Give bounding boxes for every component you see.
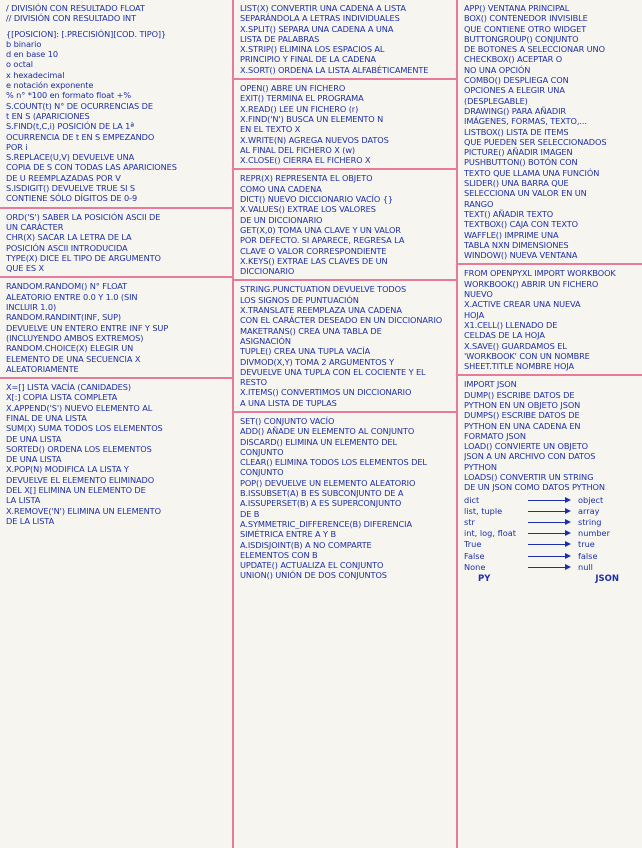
note-line: A.ISSUPERSET(B) A ES SUPERCONJUNTO — [240, 498, 402, 509]
note-line: LOADS() CONVERTIR UN STRING — [464, 472, 594, 483]
footer-json: JSON — [595, 574, 619, 585]
note-line: CLEAR() ELIMINA TODOS LOS ELEMENTOS DEL — [240, 457, 427, 468]
note-line: UNION() UNIÓN DE DOS CONJUNTOS — [240, 570, 387, 581]
note-line: EN EL TEXTO X — [240, 124, 301, 135]
note-line: CON EL CARÁCTER DESEADO EN UN DICCIONARIO — [240, 315, 443, 326]
note-line: HOJA — [464, 309, 485, 320]
note-line: X.ITEMS() CONVERTIMOS UN DICCIONARIO — [240, 387, 412, 398]
note-line: OPCIONES A ELEGIR UNA — [464, 85, 565, 96]
note-line: ELEMENTOS CON B — [240, 549, 318, 560]
note-line: B.ISSUBSET(A) B ES SUBCONJUNTO DE A — [240, 488, 404, 499]
note-line: SIMÉTRICA ENTRE A Y B — [240, 529, 336, 540]
note-line: POR DEFECTO. SI APARECE, REGRESA LA — [240, 235, 405, 246]
python-type: dict — [464, 494, 480, 505]
json-type-table — [464, 495, 637, 572]
note-line: b binario — [6, 38, 42, 49]
note-line: ALEATORIO ENTRE 0.0 Y 1.0 (SIN — [6, 291, 138, 302]
note-line: PYTHON EN UNA CADENA EN — [464, 420, 581, 431]
note-line: X.ACTIVE CREAR UNA NUEVA — [464, 299, 581, 310]
note-line: X.KEYS() EXTRAE LAS CLAVES DE UN — [240, 255, 388, 266]
note-line: LOAD() CONVIERTE UN OBJETO — [464, 441, 589, 452]
note-line: X.SORT() ORDENA LA LISTA ALFABÉTICAMENTE — [240, 64, 429, 75]
json-type: true — [578, 539, 595, 550]
note-line: NO UNA OPCIÓN — [464, 64, 531, 75]
note-line: A.ISDISJOINT(B) A NO COMPARTE — [240, 539, 372, 550]
note-line: GET(X,0) TOMA UNA CLAVE Y UN VALOR — [240, 224, 401, 235]
note-line: DEL X[] ELIMINA UN ELEMENTO DE — [6, 485, 146, 496]
arrow-right-icon — [526, 562, 574, 572]
note-line: o octal — [6, 59, 33, 70]
arrow-right-icon — [526, 539, 574, 549]
tuples-block — [234, 281, 456, 413]
json-type: array — [578, 505, 600, 516]
arrow-right-icon — [526, 506, 574, 516]
python-type: str — [464, 517, 475, 528]
note-line: (DESPLEGABLE) — [464, 95, 528, 106]
note-line: CHECKBOX() ACEPTAR O — [464, 54, 563, 65]
note-line: ELEMENTO DE UNA SECUENCIA X — [6, 353, 141, 364]
note-line: RANDOM.CHOICE(X) ELEGIR UN — [6, 343, 134, 354]
note-line: QUE ES X — [6, 263, 44, 274]
note-line: DICCIONARIO — [240, 266, 295, 277]
note-line: d en base 10 — [6, 49, 58, 60]
note-line: e notación exponente — [6, 80, 94, 91]
note-line: S.FIND(t,C,i) POSICIÓN DE LA 1ª — [6, 121, 135, 132]
note-line: DEVUELVE UNA TUPLA CON EL COCIENTE Y EL — [240, 366, 426, 377]
note-line: / DIVISIÓN CON RESULTADO FLOAT — [6, 3, 145, 13]
note-line: RANDOM.RANDOM() N° FLOAT — [6, 281, 128, 292]
note-line: PYTHON EN UN OBJETO JSON — [464, 399, 581, 410]
json-type: object — [578, 494, 604, 505]
note-line: DISCARD() ELIMINA UN ELEMENTO DEL — [240, 436, 397, 447]
note-line: % n° *100 en formato float +% — [6, 90, 132, 101]
note-line: DUMPS() ESCRIBE DATOS DE — [464, 410, 580, 421]
note-line: X.POP(N) MODIFICA LA LISTA Y — [6, 464, 129, 475]
note-line: QUE PUEDEN SER SELECCIONADOS — [464, 136, 607, 147]
openpyxl-block — [458, 265, 642, 376]
note-line: X.SPLIT() SEPARA UNA CADENA A UNA — [240, 23, 394, 34]
json-block — [458, 376, 642, 587]
note-line: DRAWING() PARA AÑADIR — [464, 105, 566, 116]
note-line: EXIT() TERMINA EL PROGRAMA — [240, 93, 364, 104]
note-line: X.FIND('N') BUSCA UN ELEMENTO N — [240, 113, 384, 124]
note-line: X.REMOVE('N') ELIMINA UN ELEMENTO — [6, 505, 161, 516]
note-line: AL FINAL DEL FICHERO X (w) — [240, 144, 356, 155]
note-line: TEXT() AÑADIR TEXTO — [464, 208, 554, 219]
note-line: SET() CONJUNTO VACÍO — [240, 415, 335, 426]
json-type: number — [578, 528, 610, 539]
note-line: WORKBOOK() ABRIR UN FICHERO — [464, 278, 599, 289]
note-line: POP() DEVUELVE UN ELEMENTO ALEATORIO — [240, 477, 416, 488]
note-line: ADD() AÑADE UN ELEMENTO AL CONJUNTO — [240, 426, 415, 437]
note-line: DE UN JSON COMO DATOS PYTHON — [464, 482, 605, 493]
note-line: S.REPLACE(U,V) DEVUELVE UNA — [6, 152, 135, 163]
sets-block — [234, 413, 456, 584]
note-line: DE UNA LISTA — [6, 433, 62, 444]
note-line: CONJUNTO — [240, 467, 284, 478]
note-line: TEXTO QUE LLAMA UNA FUNCIÓN — [464, 167, 600, 178]
note-line: X1.CELL() LLENADO DE — [464, 319, 558, 330]
note-line: CONJUNTO — [240, 446, 284, 457]
note-line: X.READ() LEE UN FICHERO (r) — [240, 103, 359, 114]
column-structures — [234, 0, 456, 848]
note-line: X.SAVE() GUARDAMOS EL — [464, 340, 567, 351]
note-line: X.VALUES() EXTRAE LOS VALORES — [240, 204, 376, 215]
note-line: x hexadecimal — [6, 69, 65, 80]
note-line: ASIGNACIÓN — [240, 335, 291, 346]
strings-block — [0, 0, 232, 209]
note-line: (INCLUYENDO AMBOS EXTREMOS) — [6, 332, 144, 343]
column-basics — [0, 0, 232, 848]
note-line: SORTED() ORDENA LOS ELEMENTOS — [6, 443, 152, 454]
note-line: PUSHBUTTON() BOTÓN CON — [464, 157, 578, 168]
note-line: REPR(X) REPRESENTA EL OBJETO — [240, 173, 373, 184]
note-line: INCLUIR 1.0) — [6, 302, 57, 313]
note-line: DEVUELVE EL ELEMENTO ELIMINADO — [6, 474, 155, 485]
note-line: COPIA DE S CON TODAS LAS APARICIONES — [6, 162, 177, 173]
note-line: X=[] LISTA VACÍA (CANIDADES) — [6, 382, 131, 393]
note-line: LISTA DE PALABRAS — [240, 33, 320, 44]
random-block — [0, 278, 232, 379]
lists-block — [0, 379, 232, 529]
note-line: RESTO — [240, 377, 268, 388]
python-type: list, tuple — [464, 505, 503, 516]
arrow-right-icon — [526, 495, 574, 505]
arrow-right-icon — [526, 517, 574, 527]
list-methods-block — [234, 0, 456, 80]
note-line: S.COUNT(t) N° DE OCURRENCIAS DE — [6, 100, 153, 111]
note-line: BUTTONGROUP() CONJUNTO — [464, 33, 579, 44]
note-line: IMPORT JSON — [464, 379, 517, 390]
note-line: SEPARÁNDOLA A LETRAS INDIVIDUALES — [240, 13, 400, 24]
note-line: X.TRANSLATE REEMPLAZA UNA CADENA — [240, 305, 402, 316]
note-line: CLAVE O VALOR CORRESPONDIENTE — [240, 245, 387, 256]
note-line: WINDOW() NUEVA VENTANA — [464, 250, 578, 261]
note-line: POR i — [6, 141, 28, 152]
note-line: LISTBOX() LISTA DE ITEMS — [464, 126, 569, 137]
note-line: STRING.PUNCTUATION DEVUELVE TODOS — [240, 284, 407, 295]
note-line: OCURRENCIA DE t EN S EMPEZANDO — [6, 131, 155, 142]
dict-block — [234, 170, 456, 281]
note-line: t EN S (APARICIONES — [6, 110, 90, 121]
note-line: UPDATE() ACTUALIZA EL CONJUNTO — [240, 560, 384, 571]
note-line: X.STRIP() ELIMINA LOS ESPACIOS AL — [240, 44, 385, 55]
note-line: ORD('S') SABER LA POSICIÓN ASCII DE — [6, 211, 161, 222]
guizero-block — [458, 0, 642, 265]
note-line: OPEN() ABRE UN FICHERO — [240, 83, 346, 94]
python-type: False — [464, 550, 485, 561]
python-type: None — [464, 561, 486, 572]
note-line: CHR(X) SACAR LA LETRA DE LA — [6, 232, 132, 243]
note-line: NUEVO — [464, 289, 493, 300]
note-line: DE U REEMPLAZADAS POR V — [6, 172, 121, 183]
note-line: LA LISTA — [6, 495, 41, 506]
note-line: X.CLOSE() CIERRA EL FICHERO X — [240, 155, 371, 166]
note-line: SUM(X) SUMA TODOS LOS ELEMENTOS — [6, 423, 163, 434]
note-line: DEVUELVE UN ENTERO ENTRE INF Y SUP — [6, 322, 169, 333]
note-line: PRINCIPIO Y FINAL DE LA CADENA — [240, 54, 376, 65]
note-line: DICT() NUEVO DICCIONARIO VACÍO {} — [240, 194, 393, 205]
note-line: CONTIENE SÓLO DÍGITOS DE 0-9 — [6, 193, 138, 204]
json-type: false — [578, 550, 598, 561]
note-line: IMÁGENES, FORMAS, TEXTO,... — [464, 116, 587, 127]
json-type: string — [578, 517, 602, 528]
note-line: TABLA NXN DIMENSIONES — [464, 239, 569, 250]
ascii-block — [0, 209, 232, 279]
note-line: DE UNA LISTA — [6, 454, 62, 465]
note-line: RANGO — [464, 198, 494, 209]
json-type: null — [578, 561, 593, 572]
note-line: DE B — [240, 508, 260, 519]
note-line: S.ISDIGIT() DEVUELVE TRUE SI S — [6, 183, 136, 194]
note-line: QUE CONTIENE OTRO WIDGET — [464, 23, 587, 34]
note-line: TEXTBOX() CAJA CON TEXTO — [464, 219, 578, 230]
note-line: X.WRITE(N) AGREGA NUEVOS DATOS — [240, 134, 389, 145]
note-line: FORMATO JSON — [464, 430, 526, 441]
note-line: A UNA LISTA DE TUPLAS — [240, 397, 337, 408]
note-line: LIST(X) CONVERTIR UNA CADENA A LISTA — [240, 3, 406, 13]
note-line: A.SYMMETRIC_DIFFERENCE(B) DIFERENCIA — [240, 518, 412, 529]
note-line: POSICIÓN ASCII INTRODUCIDA — [6, 242, 128, 253]
note-line: COMO UNA CADENA — [240, 183, 322, 194]
note-line: SELECCIONA UN VALOR EN UN — [464, 188, 587, 199]
note-line: JSON A UN ARCHIVO CON DATOS — [464, 451, 596, 462]
note-line: MAKETRANS() CREA UNA TABLA DE — [240, 325, 382, 336]
note-line: FROM OPENPYXL IMPORT WORKBOOK — [464, 268, 616, 279]
note-line: WAFFLE() IMPRIME UNA — [464, 229, 559, 240]
json-lines — [464, 379, 637, 492]
note-line: RANDOM.RANDINT(INF, SUP) — [6, 312, 121, 323]
footer-py: PY — [478, 574, 491, 585]
note-line: PICTURE() AÑADIR IMAGEN — [464, 147, 573, 158]
note-line: DE BOTONES A SELECCIONAR UNO — [464, 44, 605, 55]
note-line: TYPE(X) DICE EL TIPO DE ARGUMENTO — [6, 252, 161, 263]
note-line: COMBO() DESPLIEGA CON — [464, 75, 569, 86]
note-line: DUMP() ESCRIBE DATOS DE — [464, 389, 575, 400]
note-line: X.APPEND('S') NUEVO ELEMENTO AL — [6, 402, 153, 413]
note-line: // DIVISIÓN CON RESULTADO INT — [6, 13, 136, 24]
column-libraries — [458, 0, 642, 848]
arrow-right-icon — [526, 551, 574, 561]
note-line: LOS SIGNOS DE PUNTUACIÓN — [240, 294, 359, 305]
note-line: DE LA LISTA — [6, 515, 55, 526]
note-line: DE UN DICCIONARIO — [240, 214, 323, 225]
arrow-right-icon — [526, 528, 574, 538]
files-block — [234, 80, 456, 170]
note-line: APP() VENTANA PRINCIPAL — [464, 3, 570, 13]
note-line: ALEATORIAMENTE — [6, 363, 79, 374]
note-line: TUPLE() CREA UNA TUPLA VACÍA — [240, 346, 371, 357]
note-line: SHEET.TITLE NOMBRE HOJA — [464, 361, 574, 372]
note-line: 'WORKBOOK' CON UN NOMBRE — [464, 350, 590, 361]
json-table-footer — [464, 572, 637, 584]
note-line: FINAL DE UNA LISTA — [6, 412, 87, 423]
note-line: SLIDER() UNA BARRA QUE — [464, 178, 569, 189]
note-line: BOX() CONTENEDOR INVISIBLE — [464, 13, 588, 24]
python-type: int, log, float — [464, 528, 516, 539]
note-line: PYTHON — [464, 461, 497, 472]
note-line: DIVMOD(X,Y) TOMA 2 ARGUMENTOS Y — [240, 356, 394, 367]
note-line: CELDAS DE LA HOJA — [464, 330, 545, 341]
note-line: {[POSICION]: [.PRECISIÓN][COD. TIPO]} — [6, 28, 167, 39]
note-line: UN CARÁCTER — [6, 221, 64, 232]
python-type: True — [464, 539, 482, 550]
note-line: X[:] COPIA LISTA COMPLETA — [6, 392, 118, 403]
